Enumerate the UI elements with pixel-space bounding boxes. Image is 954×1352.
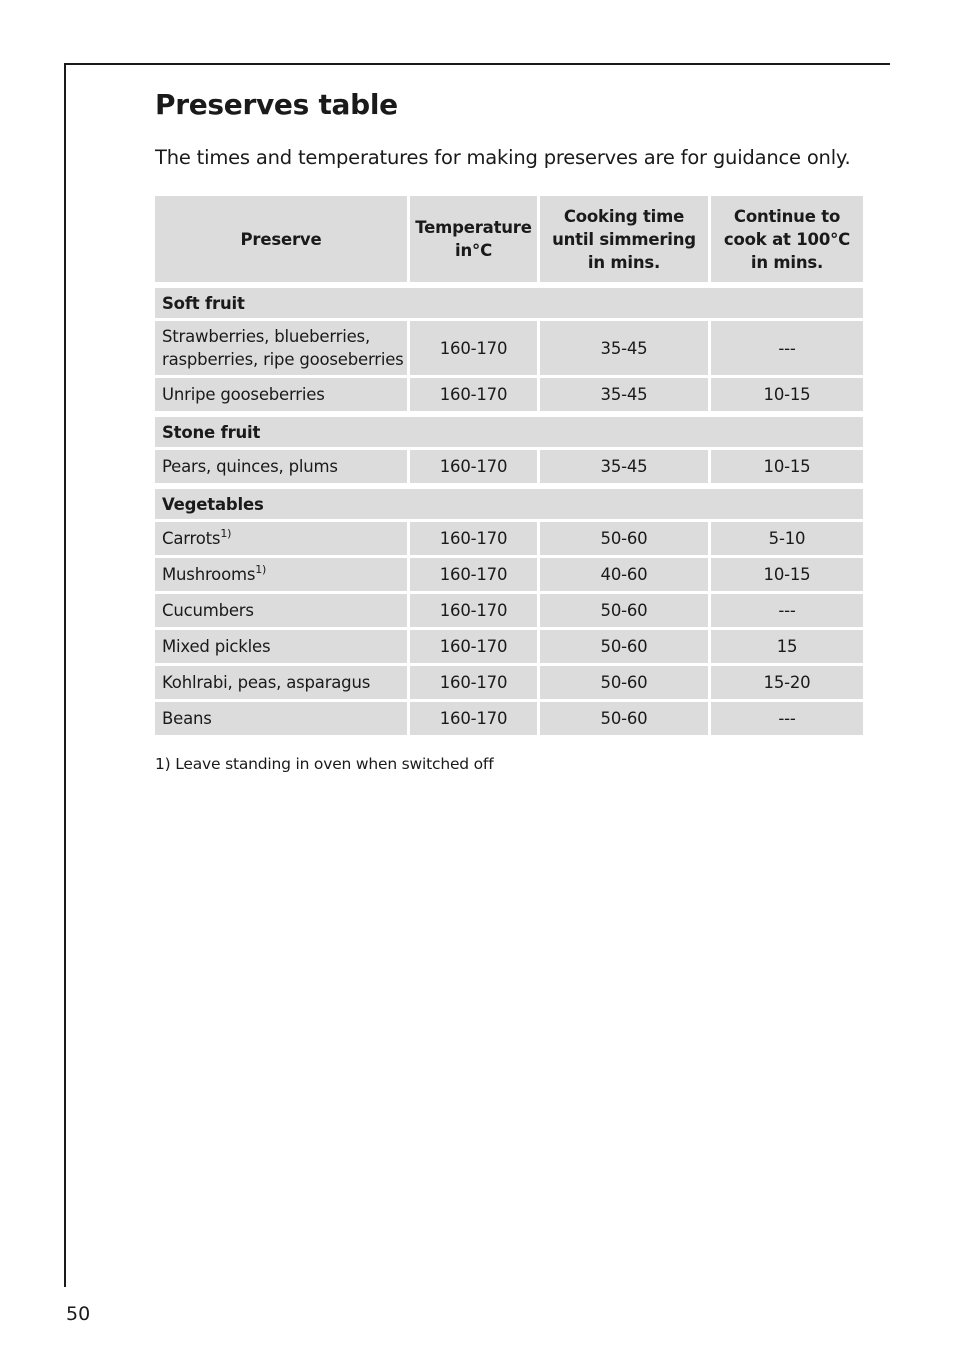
continue-time-cell: 10-15 — [711, 558, 863, 594]
preserve-name: raspberries, ripe gooseberries — [162, 350, 404, 369]
table-body — [155, 285, 863, 738]
header-label-line: in°C — [455, 241, 492, 260]
footnote-marker: 1) — [255, 563, 267, 576]
table-row — [155, 558, 863, 594]
header-continue-cooking — [711, 196, 863, 285]
temperature-cell: 160-170 — [410, 378, 540, 414]
preserve-name: Unripe gooseberries — [162, 385, 325, 404]
continue-time-cell: --- — [711, 594, 863, 630]
preserve-name: Pears, quinces, plums — [162, 457, 338, 476]
header-label-line: Cooking time — [563, 206, 685, 226]
continue-time-cell: 15-20 — [711, 666, 863, 702]
temperature-cell: 160-170 — [410, 666, 540, 702]
header-label-line: until simmering — [552, 229, 696, 249]
table-row — [155, 594, 863, 630]
table-row — [155, 630, 863, 666]
category-row — [155, 417, 863, 450]
category-label: Stone fruit — [155, 417, 863, 450]
footnote-marker: 1) — [220, 527, 232, 540]
preserve-name-cell — [155, 522, 410, 558]
continue-time-cell: 10-15 — [711, 378, 863, 414]
preserves-table — [155, 196, 863, 738]
temperature-cell: 160-170 — [410, 594, 540, 630]
cooking-time-cell: 50-60 — [540, 594, 711, 630]
cooking-time-cell: 35-45 — [540, 450, 711, 486]
preserve-name: Beans — [162, 709, 212, 728]
frame-left-rule — [64, 63, 66, 1287]
header-label-line: Temperature — [415, 218, 532, 237]
preserve-name-cell — [155, 666, 410, 702]
frame-top-rule — [64, 63, 890, 65]
header-preserve — [155, 196, 410, 285]
header-label-line: Preserve — [240, 229, 322, 249]
preserve-name: Mixed pickles — [162, 637, 271, 656]
preserve-name-cell — [155, 630, 410, 666]
preserve-name: Carrots — [162, 529, 221, 548]
header-label-line: in mins. — [587, 252, 661, 272]
temperature-cell: 160-170 — [410, 321, 540, 378]
temperature-cell: 160-170 — [410, 522, 540, 558]
table-row — [155, 522, 863, 558]
preserve-name-cell — [155, 594, 410, 630]
preserve-name-cell — [155, 450, 410, 486]
temperature-cell: 160-170 — [410, 630, 540, 666]
preserve-name-cell — [155, 378, 410, 414]
header-label-line: Continue to — [733, 206, 841, 226]
table-row — [155, 321, 863, 378]
category-label: Vegetables — [155, 489, 863, 522]
preserve-name: Kohlrabi, peas, asparagus — [162, 673, 371, 692]
category-row — [155, 489, 863, 522]
table-header-row — [155, 196, 863, 285]
intro-text: The times and temperatures for making preserves are for guidance only. — [155, 146, 851, 169]
cooking-time-cell: 50-60 — [540, 702, 711, 738]
cooking-time-cell: 50-60 — [540, 666, 711, 702]
continue-time-cell: --- — [711, 321, 863, 378]
temperature-cell: 160-170 — [410, 450, 540, 486]
preserve-name: Cucumbers — [162, 601, 254, 620]
header-temperature — [410, 196, 540, 285]
preserve-name-cell — [155, 558, 410, 594]
page-title: Preserves table — [155, 88, 398, 121]
temperature-cell: 160-170 — [410, 702, 540, 738]
page-number: 50 — [66, 1303, 91, 1325]
cooking-time-cell: 50-60 — [540, 630, 711, 666]
continue-time-cell: 10-15 — [711, 450, 863, 486]
continue-time-cell: 5-10 — [711, 522, 863, 558]
cooking-time-cell: 40-60 — [540, 558, 711, 594]
table-row — [155, 702, 863, 738]
cooking-time-cell: 35-45 — [540, 378, 711, 414]
category-label: Soft fruit — [155, 288, 863, 321]
cooking-time-cell: 35-45 — [540, 321, 711, 378]
preserve-name-cell — [155, 321, 410, 378]
continue-time-cell: --- — [711, 702, 863, 738]
table-row — [155, 450, 863, 486]
cooking-time-cell: 50-60 — [540, 522, 711, 558]
category-row — [155, 288, 863, 321]
table-row — [155, 666, 863, 702]
preserve-name: Mushrooms — [162, 565, 256, 584]
footnote: 1) Leave standing in oven when switched off — [155, 755, 494, 773]
table-row — [155, 378, 863, 414]
preserve-name-cell — [155, 702, 410, 738]
temperature-cell: 160-170 — [410, 558, 540, 594]
continue-time-cell: 15 — [711, 630, 863, 666]
preserve-name: Strawberries, blueberries, — [162, 327, 371, 346]
header-label-line: cook at 100°C — [723, 229, 851, 249]
header-label-line: in mins. — [750, 252, 824, 272]
header-cooking-time — [540, 196, 711, 285]
